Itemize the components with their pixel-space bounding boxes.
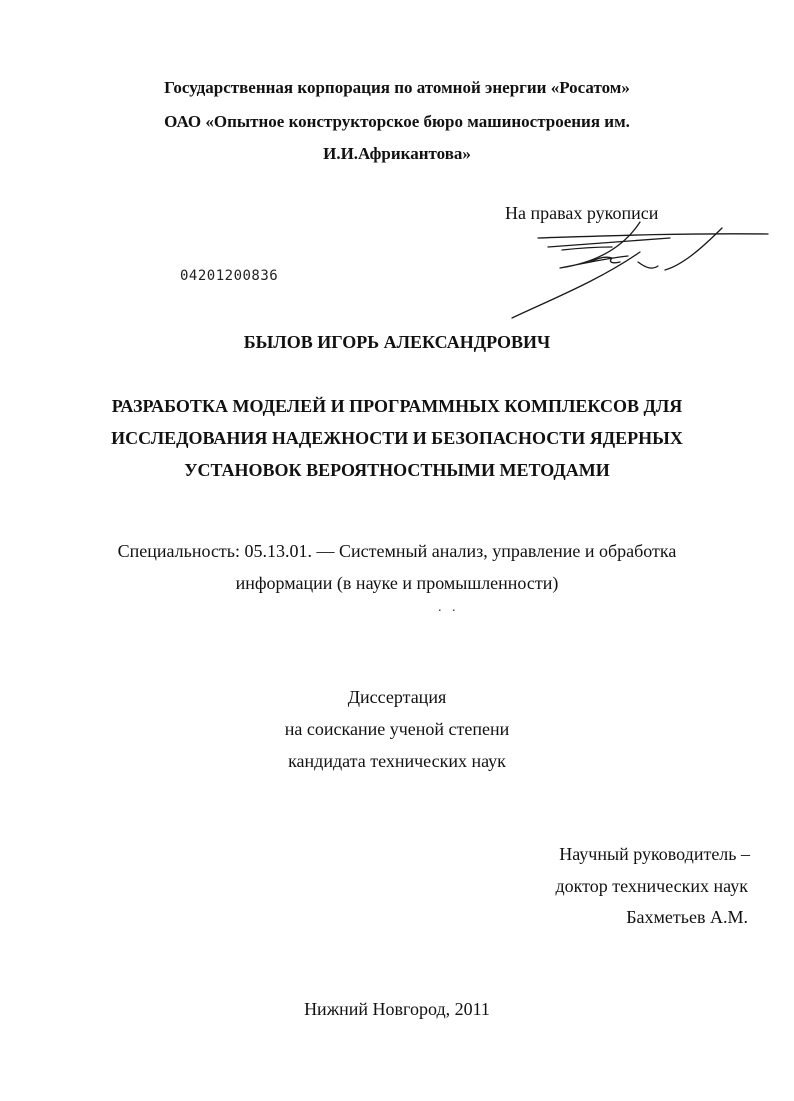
thesis-title-line-2: ИССЛЕДОВАНИЯ НАДЕЖНОСТИ И БЕЗОПАСНОСТИ ЯДЕРНЫХ [111,428,683,448]
scan-artifact: . . [438,600,456,615]
supervisor-line-2: доктор технических наук [555,876,748,896]
org-line-2: ОАО «Опытное конструкторское бюро машиностроения им. [164,112,630,131]
org-line-3: И.И.Африкантова» [323,144,471,163]
org-line-1: Государственная корпорация по атомной энергии «Росатом» [164,78,630,97]
thesis-title-line-1: РАЗРАБОТКА МОДЕЛЕЙ И ПРОГРАММНЫХ КОМПЛЕКСОВ ДЛЯ [111,396,683,416]
supervisor-line-1: Научный руководитель – [559,844,750,864]
author-name: БЫЛОВ ИГОРЬ АЛЕКСАНДРОВИЧ [243,332,551,352]
registration-code: 04201200836 [180,268,279,284]
degree-line-2: на соискание ученой степени [284,719,510,739]
specialty-line-1: Специальность: 05.13.01. — Системный анализ, управление и обработка [117,541,677,561]
place-year: Нижний Новгород, 2011 [304,999,490,1019]
degree-line-1: Диссертация [347,687,447,707]
thesis-title-line-3: УСТАНОВОК ВЕРОЯТНОСТНЫМИ МЕТОДАМИ [184,460,610,480]
manuscript-note: На правах рукописи [505,203,659,223]
degree-line-3: кандидата технических наук [288,751,506,771]
specialty-line-2: информации (в науке и промышленности) [235,573,559,593]
supervisor-line-3: Бахметьев А.М. [626,907,748,927]
